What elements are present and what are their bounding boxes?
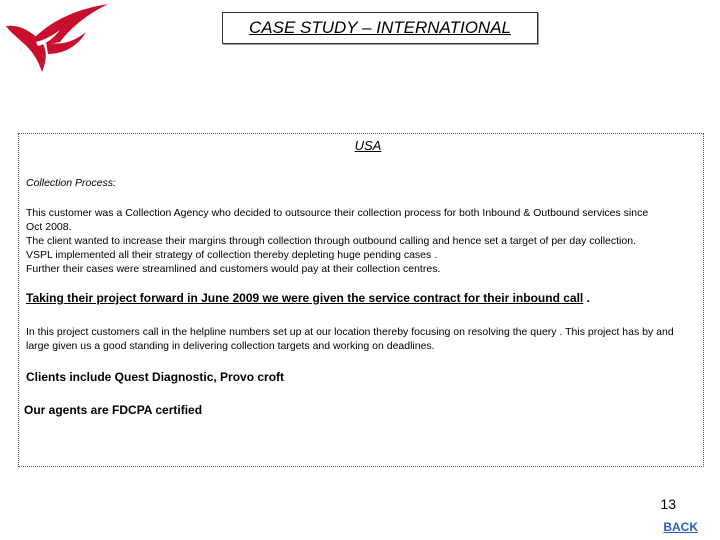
bird-logo-icon xyxy=(2,2,110,74)
paragraph-line: This customer was a Collection Agency who decided to outsource their collection process for both Inbound & Outbound services since xyxy=(26,207,649,219)
page-number: 13 xyxy=(660,496,676,512)
paragraph-line: Oct 2008. xyxy=(26,221,72,233)
highlight-text: Taking their project forward in June 2009 we were given the service contract for their inbound call xyxy=(26,291,584,305)
case-study-content xyxy=(18,133,704,467)
highlight-suffix: . xyxy=(583,291,590,305)
project-highlight xyxy=(26,291,590,305)
description-paragraph xyxy=(26,206,694,276)
paragraph-line: The client wanted to increase their margins through collection through outbound calling and hence set a target of per day collection. xyxy=(26,235,636,247)
section-title: USA xyxy=(354,138,382,153)
collection-process-label: Collection Process: xyxy=(26,177,116,189)
back-link[interactable]: BACK xyxy=(663,520,698,534)
paragraph-line: VSPL implemented all their strategy of collection thereby depleting huge pending cases . xyxy=(26,249,438,261)
project-paragraph: In this project customers call in the helpline numbers set up at our location thereby focusing on resolving the query . This project has by and large given us a good standing in delivering collection targets and working on deadlines. xyxy=(26,326,674,352)
agents-text: Our agents are FDCPA certified xyxy=(24,403,203,417)
paragraph-line: Further their cases were streamlined and customers would pay at their collection centres. xyxy=(26,263,441,275)
page-title: CASE STUDY – INTERNATIONAL xyxy=(222,12,538,44)
clients-text: Clients include Quest Diagnostic, Provo croft xyxy=(26,370,285,384)
